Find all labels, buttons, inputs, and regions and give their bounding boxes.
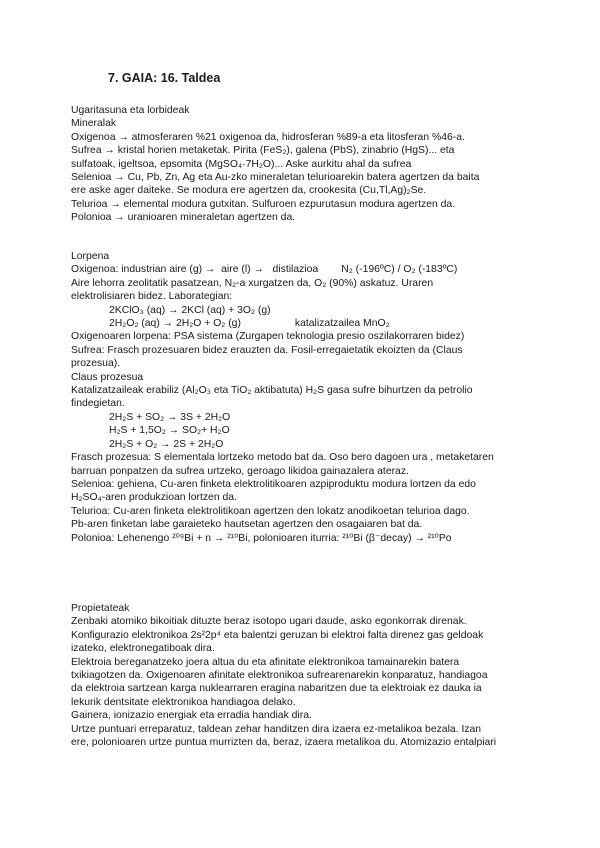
paragraph-line: elektrolisiaren bidez. Laborategian: <box>71 291 233 303</box>
section-production <box>71 250 528 545</box>
paragraph-line: H₂SO₄-aren produkzioan lortzen da. <box>71 492 237 504</box>
paragraph-line: Aire lehorra zeolitatik pasatzean, N₂-a xurgatzen da, O₂ (90%) askatuz. Uraren <box>71 277 434 289</box>
paragraph-line: Elektroia bereganatzeko joera altua du eta afinitate elektronikoa tamainarekin batera <box>71 656 460 668</box>
paragraph-line: Frasch prozesua: S elementala lortzeko metodo bat da. Oso bero dagoen ura , metaketaren <box>71 452 494 464</box>
section-heading: Ugaritasuna eta lorbideak <box>71 105 190 116</box>
section-properties <box>71 602 528 749</box>
reaction-equation: 2KClO₃ (aq) → 2KCl (aq) + 3O₂ (g) <box>109 304 271 316</box>
paragraph-line: Gainera, ionizazio energiak eta erradia handiak dira. <box>71 710 312 722</box>
paragraph-line: txikiagotzen da. Oxigenoaren afinitate elektronikoa sufrearenarekin konparatuz, handiagoa <box>71 670 488 682</box>
paragraph-line: Oxigenoa: industrian aire (g) → aire (l) → distilazioa N₂ (-196ºC) / O₂ (-183ºC) <box>71 264 458 276</box>
reaction-equation-row <box>71 317 528 330</box>
paragraph-line: Telurioa → elemental modura gutxitan. Sulfuroen ezpurutasun modura agertzen da. <box>71 198 456 210</box>
paragraph-line: Sufrea: Frasch prozesuaren bidez erauzten da. Fosil-erregaietatik ekoizten da (Claus <box>71 344 463 356</box>
paragraph-line: Selenioa: gehiena, Cu-aren finketa elektrolitikoaren azpiproduktu modura lortzen da edo <box>71 478 476 490</box>
paragraph-line: Urtze puntuari erreparatuz, taldean zehar handitzen dira izaera ez-metalikoa bezala. Izan <box>71 723 482 735</box>
paragraph-line: sulfatoak, igeltsoa, epsomita (MgSO₄·7H₂O)... Aske aurkitu ahal da sufrea <box>71 158 412 170</box>
paragraph-line: da elektroia sartzean karga nuklearraren eragina nabaritzen due ta elektroiak ez dauka ia <box>71 683 482 695</box>
catalyst-note: katalizatzailea MnO₂ <box>294 318 390 330</box>
reaction-equation: 2H₂O₂ (aq) → 2H₂O + O₂ (g) <box>109 318 241 330</box>
paragraph-line: ere, polonioaren urtze puntua murrizten da, beraz, izaera metalikoa du. Atomizazio entalpiari <box>71 737 497 749</box>
paragraph-line: Pb-aren finketan labe garaieteko hautsetan agertzen den osagaiaren bat da. <box>71 519 423 531</box>
paragraph-line: izateko, elektronegatiboak dira. <box>71 643 215 655</box>
paragraph-line: Telurioa: Cu-aren finketa elektrolitikoan agertzen den lokatz anodikoetan telurioa dago. <box>71 505 470 517</box>
paragraph-line: Zenbaki atomiko bikoitiak dituzte beraz isotopo ugari daude, asko egonkorrak direnak. <box>71 616 467 628</box>
reaction-equation: 2H₂S + O₂ → 2S + 2H₂O <box>109 438 224 450</box>
reaction-equation: 2H₂S + SO₂ → 3S + 2H₂O <box>109 411 231 423</box>
page-title: 7. GAIA: 16. Taldea <box>108 71 221 85</box>
paragraph-line: Katalizatzaileak erabiliz (Al₂O₃ eta TiO₂ aktibatuta) H₂S gasa sufre bihurtzen da petrolio <box>71 385 473 397</box>
section-heading: Lorpena <box>71 251 110 262</box>
paragraph-line: Oxigenoa → atmosferaren %21 oxigenoa da, hidrosferan %89-a eta litosferan %46-a. <box>71 131 465 143</box>
paragraph-line: Oxigenoaren lorpena: PSA sistema (Zurgapen teknologia presio oszilakorraren bidez) <box>71 331 465 343</box>
paragraph-line: Sufrea → kristal horien metaketak. Pirita (FeS₂), galena (PbS), zinabrio (HgS)... eta <box>71 145 455 157</box>
subheading: Mineralak <box>71 118 117 130</box>
paragraph-line: Polonioa: Lehenengo ²⁰⁹Bi + n → ²¹⁰Bi, polonioaren iturria: ²¹⁰Bi (β⁻decay) → ²¹⁰Po <box>71 532 452 544</box>
paragraph-line: Konfigurazio elektronikoa 2s²2p⁴ eta balentzi geruzan bi elektroi falta direnez gas geldoak <box>71 629 484 641</box>
section-abundance <box>71 104 528 225</box>
reaction-equation: H₂S + 1,5O₂ → SO₂+ H₂O <box>109 425 230 437</box>
paragraph-line: Selenioa → Cu, Pb, Zn, Ag eta Au-zko mineraletan telurioarekin batera agertzen da baita <box>71 172 480 184</box>
paragraph-line: Polonioa → uranioaren mineraletan agertzen da. <box>71 212 296 224</box>
paragraph-line: findegietan. <box>71 398 125 410</box>
section-heading: Propietateak <box>71 603 130 614</box>
subheading: Claus prozesua <box>71 371 144 383</box>
paragraph-line: barruan ponpatzen da sufrea urtzeko, geroago likidoa gainazalera ateraz. <box>71 465 409 477</box>
paragraph-line: prozesua). <box>71 358 121 370</box>
paragraph-line: ere aske ager daiteke. Se modura ere agertzen da, crookesita (Cu,Tl,Ag)₂Se. <box>71 185 427 197</box>
paragraph-line: lekurik dentsitate elektronikoa handiagoa delako. <box>71 696 296 708</box>
